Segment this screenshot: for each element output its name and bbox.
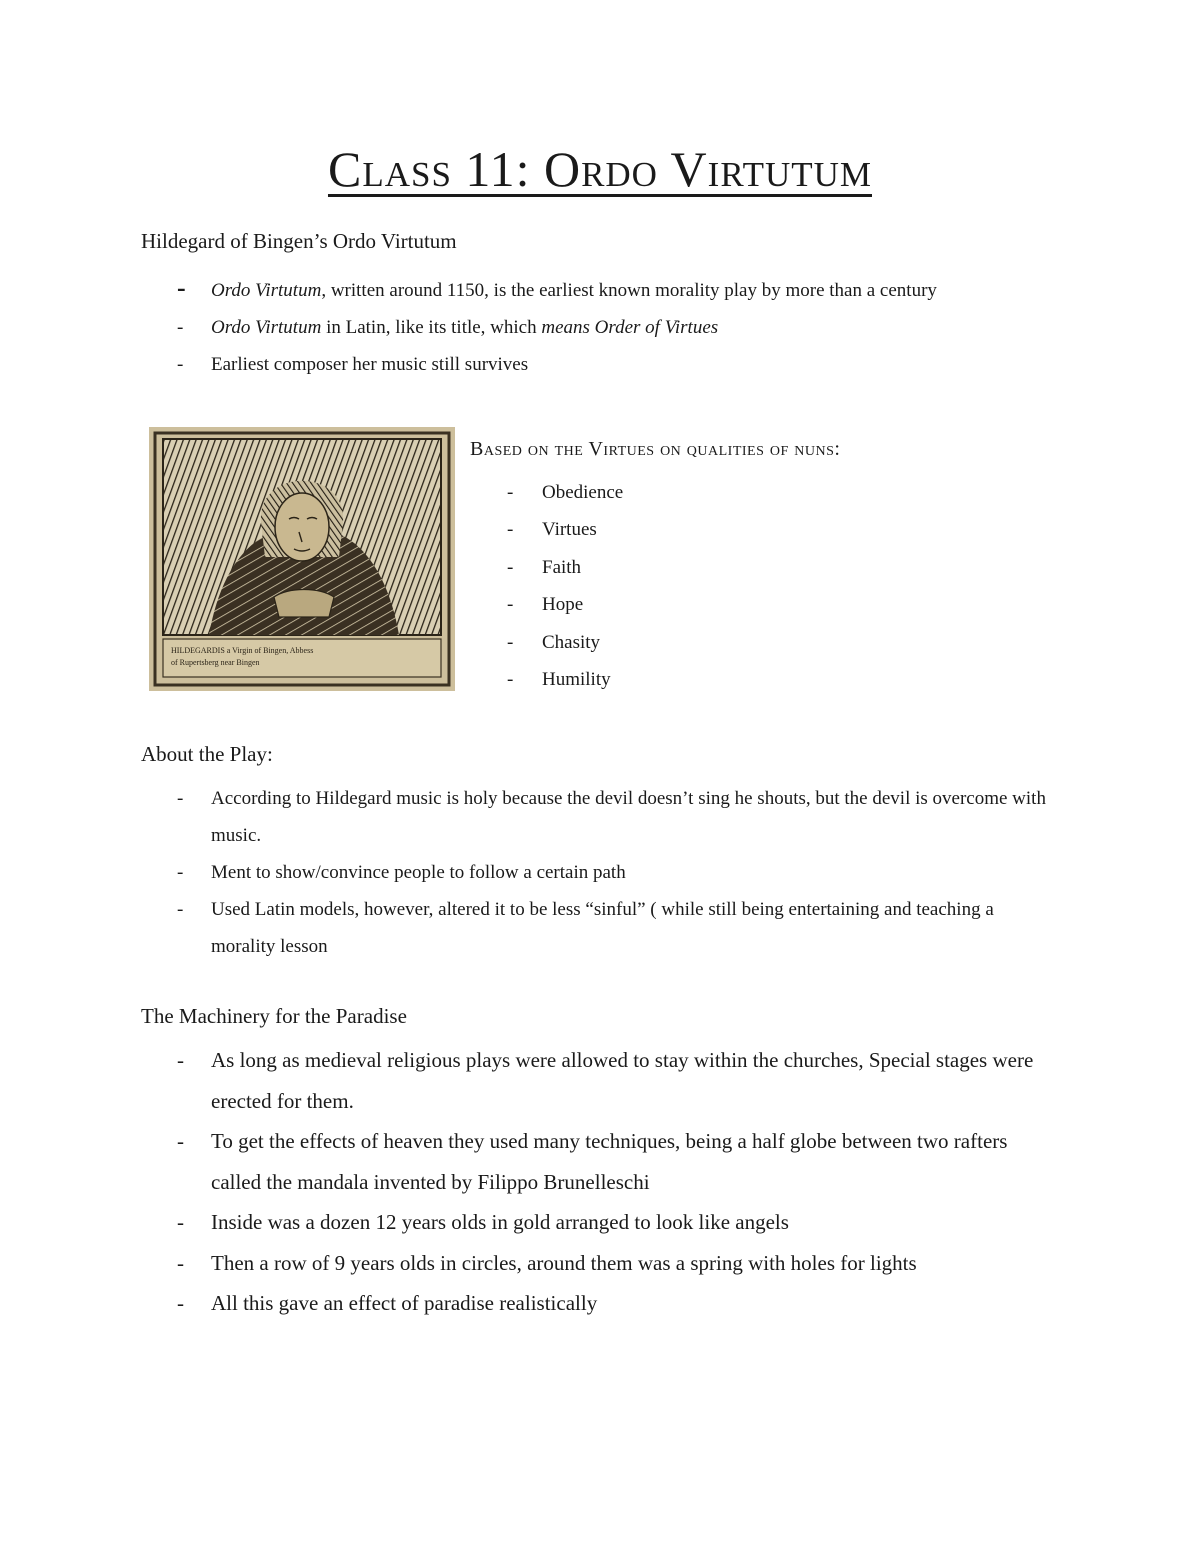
intro-bullet-list: [141, 273, 1101, 389]
virtues-list: [470, 479, 870, 703]
list-item: - Ordo Virtutum in Latin, like its title, which means Order of Virtues: [141, 315, 1101, 341]
section-heading-virtues: Based on the Virtues on qualities of nuns:: [470, 438, 841, 460]
list-item: - Virtues: [507, 519, 597, 541]
list-item: - Faith: [507, 556, 582, 578]
section-heading-machinery: The Machinery for the Paradise: [141, 1004, 407, 1028]
svg-text:of Rupertsberg near Bingen: of Rupertsberg near Bingen: [171, 658, 260, 667]
section-heading-hildegard: Hildegard of Bingen’s Ordo Virtutum: [141, 229, 457, 253]
list-item: - To get the effects of heaven they used many techniques, being a half globe between two rafters called the mandala invented by Filippo Brunelleschi: [177, 1129, 1008, 1194]
page-title: Class 11: Ordo Virtutum: [327, 141, 872, 197]
list-item: - Used Latin models, however, altered it to be less “sinful” ( while still being entertaining and teaching a morality lesson: [177, 899, 994, 957]
section-heading-about-play: About the Play:: [141, 742, 273, 766]
engraved-portrait-image: [149, 427, 455, 691]
list-item: - Ordo Virtutum, written around 1150, is the earliest known morality play by more than a century: [177, 273, 937, 302]
list-item: - Earliest composer her music still survives: [141, 352, 1101, 378]
bullet-dash: -: [177, 354, 184, 375]
svg-text:HILDEGARDIS a Virgin of Bingen: HILDEGARDIS a Virgin of Bingen, Abbess: [171, 646, 314, 655]
bullet-dash: -: [177, 273, 186, 302]
list-item: - Ment to show/convince people to follow a certain path: [177, 862, 626, 883]
about-play-list: [141, 780, 1061, 965]
list-item: - Hope: [507, 594, 584, 616]
bullet-dash: -: [177, 317, 184, 338]
list-item: - Obedience: [507, 482, 624, 503]
list-item: - All this gave an effect of paradise realistically: [177, 1291, 598, 1315]
list-item: - According to Hildegard music is holy because the devil doesn’t sing he shouts, but the devil is overcome with music.: [177, 788, 1046, 846]
list-item: - Chasity: [507, 631, 601, 653]
list-item: - Humility: [507, 668, 611, 690]
list-item: - As long as medieval religious plays were allowed to stay within the churches, Special stages were erected for them.: [177, 1048, 1034, 1113]
machinery-list: [141, 1040, 1061, 1324]
list-item: - Inside was a dozen 12 years olds in gold arranged to look like angels: [177, 1210, 789, 1234]
list-item: - Then a row of 9 years olds in circles, around them was a spring with holes for lights: [177, 1250, 917, 1275]
